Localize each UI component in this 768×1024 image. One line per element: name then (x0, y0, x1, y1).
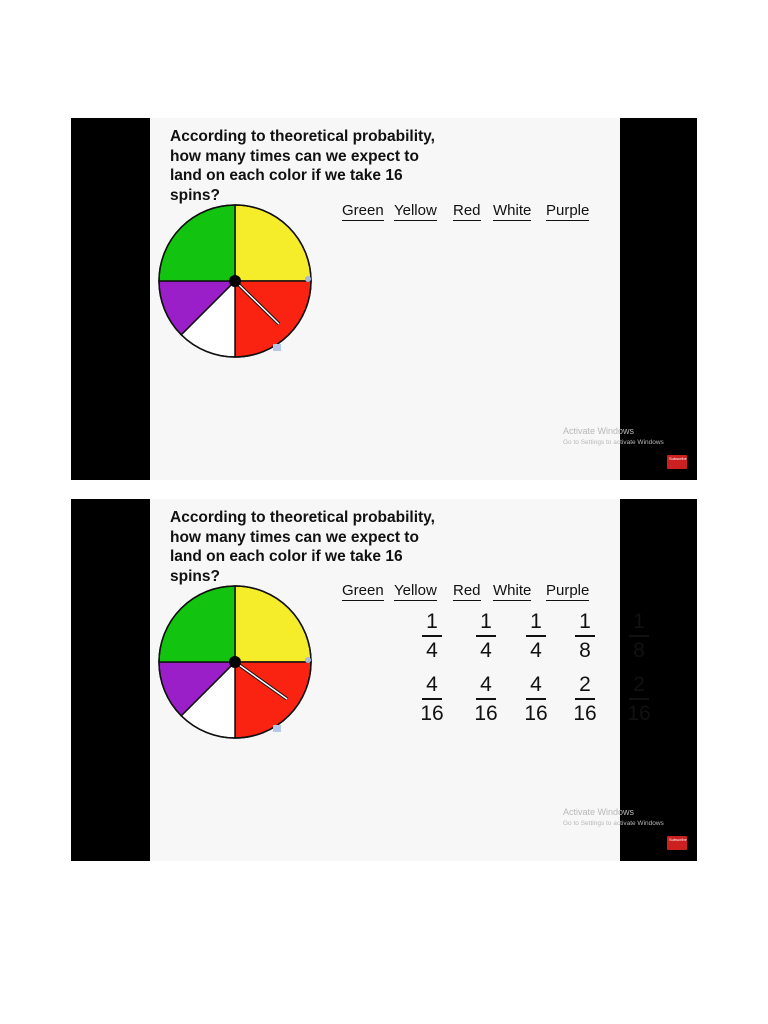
numerator: 1 (426, 610, 438, 633)
numerator: 2 (633, 673, 645, 696)
numerator: 2 (579, 673, 591, 696)
slide-bottom (150, 499, 651, 861)
slide-top (150, 118, 620, 480)
activate-windows-watermark (563, 807, 664, 829)
subscribe-label: Subscribe (669, 456, 687, 461)
fraction-green (412, 611, 452, 662)
numerator: 1 (633, 610, 645, 633)
denominator: 16 (573, 702, 597, 725)
denominator: 8 (579, 639, 591, 662)
question-text: According to theoretical probability, how many times can we expect to land on each color if we take 16 spins? (170, 128, 435, 204)
column-header-red: Red (453, 582, 481, 599)
spinner (155, 582, 315, 742)
fraction-red (516, 611, 556, 662)
fraction-purple-sixteenths (619, 674, 659, 725)
video-frame-bottom (71, 499, 697, 861)
numerator: 1 (480, 610, 492, 633)
spinner-yellow-section (235, 205, 311, 281)
fraction-yellow (466, 611, 506, 662)
denominator: 16 (420, 702, 444, 725)
color-column-headers (340, 202, 600, 224)
spinner-center (229, 275, 241, 287)
subscribe-button[interactable] (667, 836, 687, 850)
denominator: 16 (474, 702, 498, 725)
fraction-white (565, 611, 605, 662)
denominator: 8 (633, 639, 645, 662)
fraction-yellow-sixteenths (466, 674, 506, 725)
numerator: 4 (426, 673, 438, 696)
column-header-purple: Purple (546, 582, 590, 599)
watermark-subtitle: Go to Settings to activate Windows (563, 439, 664, 446)
denominator: 16 (524, 702, 548, 725)
spinner-green-section (159, 205, 235, 281)
color-column-headers (340, 582, 600, 604)
question-text: According to theoretical probability, how many times can we expect to land on each color if we take 16 spins? (170, 509, 435, 585)
watermark-subtitle: Go to Settings to activate Windows (563, 820, 664, 827)
column-header-green: Green (342, 582, 384, 599)
column-header-yellow: Yellow (394, 202, 437, 219)
watermark-title: Activate Windows (563, 426, 635, 436)
fraction-purple (619, 611, 659, 662)
subscribe-label: Subscribe (669, 837, 687, 842)
denominator: 16 (627, 702, 651, 725)
numerator: 4 (480, 673, 492, 696)
video-frame-top (71, 118, 697, 480)
denominator: 4 (426, 639, 438, 662)
column-header-green: Green (342, 202, 384, 219)
spinner-green-section (159, 586, 235, 662)
fraction-red-sixteenths (516, 674, 556, 725)
watermark-title: Activate Windows (563, 807, 635, 817)
spinner (155, 201, 315, 361)
denominator: 4 (480, 639, 492, 662)
column-header-white: White (493, 202, 532, 219)
activate-windows-watermark (563, 426, 664, 448)
numerator: 1 (530, 610, 542, 633)
numerator: 4 (530, 673, 542, 696)
column-header-purple: Purple (546, 202, 590, 219)
subscribe-button[interactable] (667, 455, 687, 469)
spinner-center (229, 656, 241, 668)
spinner-yellow-section (235, 586, 311, 662)
denominator: 4 (530, 639, 542, 662)
numerator: 1 (579, 610, 591, 633)
column-header-yellow: Yellow (394, 582, 437, 599)
fraction-green-sixteenths (412, 674, 452, 725)
fraction-white-sixteenths (565, 674, 605, 725)
column-header-red: Red (453, 202, 481, 219)
column-header-white: White (493, 582, 532, 599)
